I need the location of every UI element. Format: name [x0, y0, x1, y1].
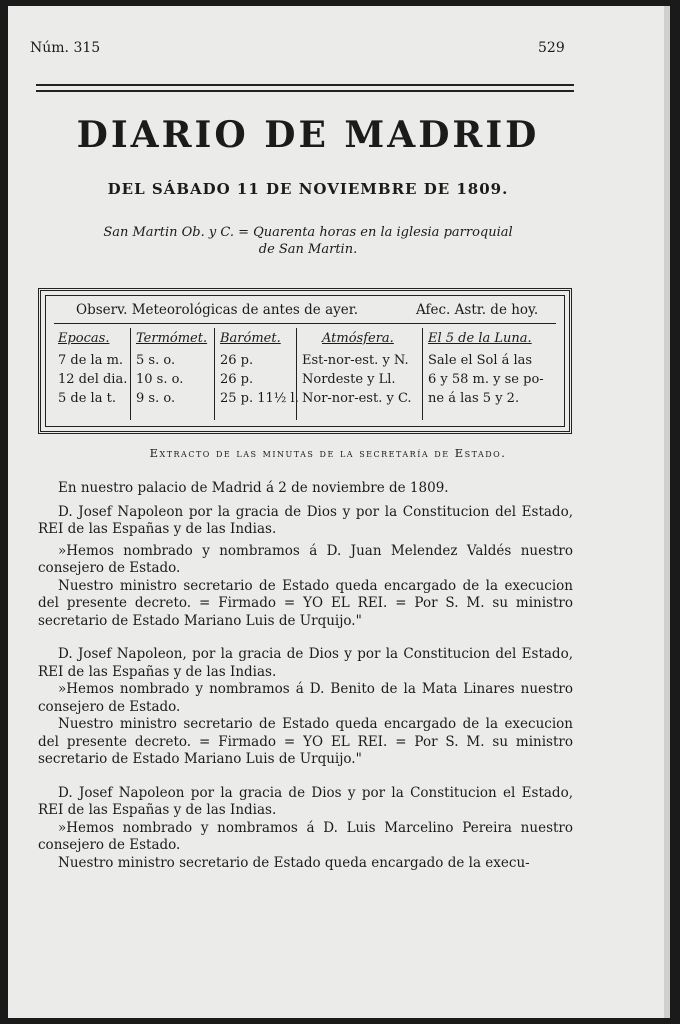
header-rule-top	[36, 84, 574, 86]
page-number: 529	[538, 40, 565, 56]
masthead-title: DIARIO DE MADRID	[76, 114, 540, 156]
col-baromet	[220, 329, 299, 408]
header-atmosfera: Atmósfera.	[322, 331, 394, 346]
decree-2-closing: Nuestro ministro secretario de Estado queda encargado de la execucion del presente decreto. = Firmado = YO EL REI. = Por S. M. su ministro secretario de Estado Mariano Luis de Urquijo."	[38, 716, 573, 767]
weather-title-rule	[54, 323, 556, 324]
header-astro: El 5 de la Luna.	[428, 331, 532, 346]
decree-3-opening: D. Josef Napoleon por la gracia de Dios y por la Constitucion el Estado, REI de las Españas y de las Indias.	[38, 784, 573, 818]
col-atmosfera	[302, 329, 412, 408]
article-body	[38, 480, 573, 872]
atmosfera-row: Est-nor-est. y N.	[302, 353, 409, 368]
header-rule-bottom	[36, 90, 574, 92]
saint-line-1: San Martin Ob. y C. = Quarenta horas en la iglesia parroquial	[103, 225, 513, 240]
header-termomet: Termómet.	[136, 331, 208, 346]
termomet-row: 5 s. o.	[136, 353, 176, 368]
decree-1-closing: Nuestro ministro secretario de Estado queda encargado de la execucion del presente decreto. = Firmado = YO EL REI. = Por S. M. su ministro secretario de Estado Mariano Luis de Urquijo."	[38, 577, 573, 629]
newspaper-page	[8, 6, 670, 1018]
decree-1-text: »Hemos nombrado y nombramos á D. Juan Melendez Valdés nuestro consejero de Estado.	[38, 542, 573, 576]
weather-title-right: Afec. Astr. de hoy.	[416, 302, 539, 318]
astro-row: ne á las 5 y 2.	[428, 391, 520, 406]
baromet-row: 26 p.	[220, 372, 254, 387]
col-astro	[428, 329, 544, 408]
col-termomet	[136, 329, 207, 408]
saint-line	[58, 224, 558, 258]
decree-3-closing: Nuestro ministro secretario de Estado queda encargado de la execu-	[58, 854, 530, 871]
header-baromet: Barómet.	[220, 331, 281, 346]
decree-1-opening: D. Josef Napoleon por la gracia de Dios y por la Constitucion del Estado, REI de las Españas y de las Indias.	[38, 503, 573, 537]
header-epocas: Epocas.	[58, 331, 110, 346]
termomet-row: 10 s. o.	[136, 372, 184, 387]
weather-table	[38, 288, 572, 434]
baromet-row: 26 p.	[220, 353, 254, 368]
col-epocas	[58, 329, 127, 408]
col-divider	[422, 328, 423, 420]
decree-2-text: »Hemos nombrado y nombramos á D. Benito de la Mata Linares nuestro consejero de Estado.	[38, 681, 573, 715]
weather-title-left: Observ. Meteorológicas de antes de ayer.	[76, 302, 359, 318]
astro-row: Sale el Sol á las	[428, 353, 533, 368]
decree-3-text: »Hemos nombrado y nombramos á D. Luis Marcelino Pereira nuestro consejero de Estado.	[38, 819, 573, 853]
atmosfera-row: Nor-nor-est. y C.	[302, 391, 412, 406]
weather-table-frame	[45, 295, 565, 427]
saint-line-2: de San Martin.	[258, 242, 358, 257]
article-heading: Extracto de las minutas de la secretaría de Estado.	[149, 446, 507, 460]
decree-2-opening: D. Josef Napoleon, por la gracia de Dios y por la Constitucion del Estado, REI de las Españas y de las Indias.	[38, 646, 573, 680]
col-divider	[214, 328, 215, 420]
date-line: DEL SÁBADO 11 DE NOVIEMBRE DE 1809.	[107, 180, 509, 198]
atmosfera-row: Nordeste y Ll.	[302, 372, 396, 387]
termomet-row: 9 s. o.	[136, 391, 176, 406]
col-divider	[130, 328, 131, 420]
col-divider	[296, 328, 297, 420]
astro-row: 6 y 58 m. y se po-	[428, 372, 544, 387]
epocas-row: 12 del dia.	[58, 372, 128, 387]
issue-number: Núm. 315	[30, 40, 101, 56]
epocas-row: 5 de la t.	[58, 391, 116, 406]
epocas-row: 7 de la m.	[58, 353, 124, 368]
dateline: En nuestro palacio de Madrid á 2 de noviembre de 1809.	[58, 480, 449, 496]
baromet-row: 25 p. 11½ l.	[220, 391, 299, 406]
